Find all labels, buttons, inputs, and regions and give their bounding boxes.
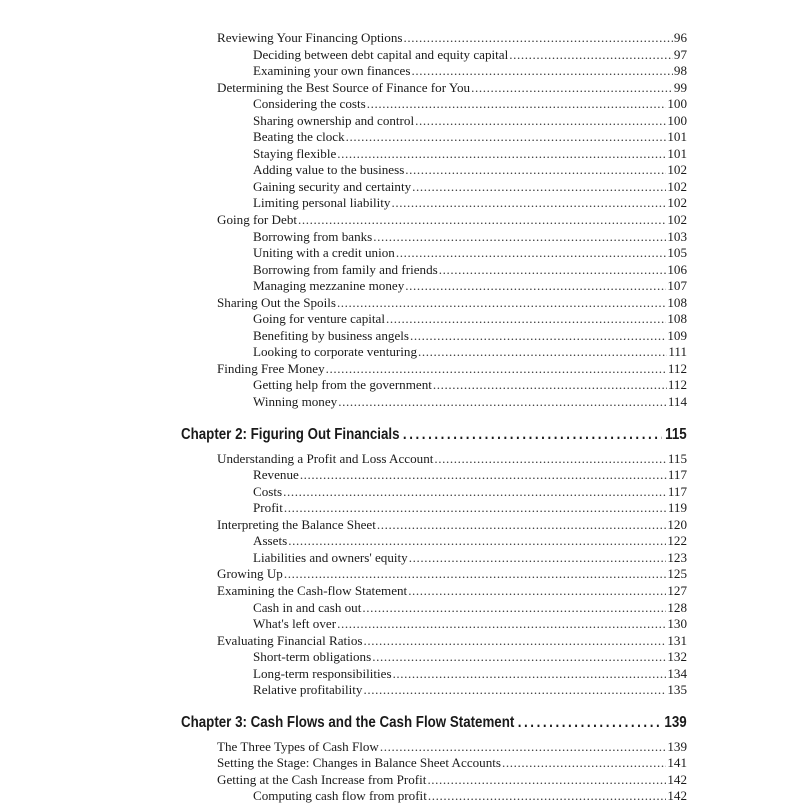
toc-subsection-entry: [181, 179, 687, 196]
toc-page-number: 115: [667, 450, 687, 466]
toc-section-entry: [181, 80, 687, 97]
toc-title: Examining your own finances: [253, 63, 411, 79]
dot-leader: [418, 344, 667, 361]
toc-title: Reviewing Your Financing Options: [217, 30, 403, 45]
toc-subsection-entry: [181, 484, 687, 501]
dot-leader: [396, 245, 667, 262]
toc-title: Examining the Cash-flow Statement: [217, 582, 408, 598]
dot-leader: [337, 616, 666, 633]
toc-subsection-entry: [181, 682, 687, 699]
dot-leader: [346, 129, 667, 146]
chapter-heading: [181, 713, 687, 733]
toc-page-number: 102: [667, 178, 687, 194]
dot-leader: [362, 600, 666, 617]
dot-leader: [300, 467, 667, 484]
toc-subsection-entry: [181, 262, 687, 279]
dot-leader: [403, 425, 662, 445]
toc-title: Computing cash flow from profit: [253, 788, 427, 804]
dot-leader: [518, 713, 661, 733]
toc-page-number: 130: [667, 616, 687, 632]
dot-leader: [415, 113, 666, 130]
dot-leader: [408, 583, 666, 600]
toc-title: Looking to corporate venturing: [253, 344, 417, 360]
toc-page-number: 139: [664, 713, 687, 731]
dot-leader: [377, 517, 666, 534]
dot-leader: [502, 755, 666, 772]
toc-title: Evaluating Financial Ratios: [217, 632, 363, 648]
toc-section-entry: [181, 451, 687, 468]
dot-leader: [434, 451, 666, 468]
dot-leader: [428, 788, 667, 805]
dot-leader: [386, 311, 666, 328]
toc-section-entry: [181, 772, 687, 789]
dot-leader: [367, 96, 667, 113]
toc-title: Finding Free Money: [217, 360, 325, 376]
toc-page-number: 96: [673, 30, 687, 45]
toc-title: Cash in and cash out: [253, 599, 362, 615]
toc-page-number: 97: [673, 46, 687, 62]
toc-subsection-entry: [181, 649, 687, 666]
dot-leader: [404, 30, 673, 47]
dot-leader: [298, 212, 666, 229]
toc-title: Sharing Out the Spoils: [217, 294, 336, 310]
toc-page-number: 142: [667, 788, 687, 804]
toc-page-number: 115: [665, 425, 687, 443]
toc-title: Going for Debt: [217, 212, 298, 228]
toc-subsection-entry: [181, 146, 687, 163]
toc-page-number: 108: [667, 311, 687, 327]
toc-page-number: 100: [667, 112, 687, 128]
toc-title: Chapter 2: Figuring Out Financials: [181, 425, 400, 443]
toc-title: Considering the costs: [253, 96, 366, 112]
toc-subsection-entry: [181, 245, 687, 262]
toc-subsection-entry: [181, 113, 687, 130]
table-of-contents: [181, 30, 687, 805]
dot-leader: [393, 666, 667, 683]
dot-leader: [409, 550, 667, 567]
toc-title: Chapter 3: Cash Flows and the Cash Flow Statement: [181, 713, 515, 731]
toc-page-number: 141: [667, 755, 687, 771]
dot-leader: [337, 295, 666, 312]
toc-title: Limiting personal liability: [253, 195, 391, 211]
toc-page-number: 107: [667, 278, 687, 294]
toc-subsection-entry: [181, 195, 687, 212]
toc-page-number: 109: [667, 327, 687, 343]
toc-section-entry: [181, 295, 687, 312]
toc-page-number: 112: [667, 377, 687, 393]
toc-title: Beating the clock: [253, 129, 345, 145]
toc-title: Staying flexible: [253, 145, 337, 161]
toc-title: Gaining security and certainty: [253, 178, 412, 194]
toc-subsection-entry: [181, 229, 687, 246]
toc-page-number: 128: [667, 599, 687, 615]
toc-page-number: 122: [667, 533, 687, 549]
toc-title: The Three Types of Cash Flow: [217, 738, 379, 754]
chapter-heading: [181, 425, 687, 445]
toc-page-number: 111: [668, 344, 687, 360]
dot-leader: [288, 533, 666, 550]
toc-page-number: 114: [667, 394, 687, 410]
toc-title: Interpreting the Balance Sheet: [217, 516, 376, 532]
toc-page-number: 120: [667, 516, 687, 532]
toc-page-number: 142: [667, 771, 687, 787]
dot-leader: [412, 179, 666, 196]
toc-section-entry: [181, 361, 687, 378]
toc-section-entry: [181, 755, 687, 772]
toc-page-number: 123: [667, 549, 687, 565]
toc-page-number: 117: [667, 483, 687, 499]
dot-leader: [405, 278, 666, 295]
toc-section-entry: [181, 583, 687, 600]
toc-page-number: 119: [667, 500, 687, 516]
toc-section-entry: [181, 633, 687, 650]
toc-subsection-entry: [181, 162, 687, 179]
toc-page-number: 102: [667, 195, 687, 211]
toc-subsection-entry: [181, 500, 687, 517]
toc-title: Long-term responsibilities: [253, 665, 392, 681]
dot-leader: [405, 162, 666, 179]
toc-section-entry: [181, 30, 687, 47]
dot-leader: [326, 361, 667, 378]
dot-leader: [433, 377, 667, 394]
toc-title: Uniting with a credit union: [253, 245, 395, 261]
dot-leader: [337, 146, 666, 163]
toc-page-number: 100: [667, 96, 687, 112]
dot-leader: [338, 394, 667, 411]
toc-subsection-entry: [181, 616, 687, 633]
toc-subsection-entry: [181, 533, 687, 550]
toc-subsection-entry: [181, 467, 687, 484]
dot-leader: [471, 80, 673, 97]
toc-title: Winning money: [253, 394, 338, 410]
toc-page-number: 131: [667, 632, 687, 648]
toc-title: Short-term obligations: [253, 649, 372, 665]
toc-title: Sharing ownership and control: [253, 112, 415, 128]
toc-page-number: 132: [667, 649, 687, 665]
toc-title: Deciding between debt capital and equity capital: [253, 46, 509, 62]
toc-page-number: 98: [673, 63, 687, 79]
toc-subsection-entry: [181, 394, 687, 411]
toc-title: Growing Up: [217, 566, 283, 582]
toc-title: Liabilities and owners' equity: [253, 549, 408, 565]
toc-subsection-entry: [181, 328, 687, 345]
dot-leader: [363, 682, 666, 699]
dot-leader: [410, 328, 666, 345]
toc-title: Borrowing from banks: [253, 228, 373, 244]
dot-leader: [363, 633, 666, 650]
toc-title: Relative profitability: [253, 682, 363, 698]
toc-section-entry: [181, 566, 687, 583]
toc-subsection-entry: [181, 129, 687, 146]
dot-leader: [283, 484, 667, 501]
toc-title: Setting the Stage: Changes in Balance Sheet Accounts: [217, 755, 502, 771]
toc-subsection-entry: [181, 550, 687, 567]
toc-page-number: 125: [667, 566, 687, 582]
toc-subsection-entry: [181, 600, 687, 617]
dot-leader: [372, 649, 666, 666]
toc-section-entry: [181, 517, 687, 534]
toc-subsection-entry: [181, 788, 687, 805]
toc-page-number: 106: [667, 261, 687, 277]
dot-leader: [411, 63, 672, 80]
toc-section-entry: [181, 212, 687, 229]
dot-leader: [391, 195, 666, 212]
dot-leader: [284, 566, 667, 583]
dot-leader: [284, 500, 667, 517]
dot-leader: [509, 47, 673, 64]
toc-subsection-entry: [181, 666, 687, 683]
toc-page-number: 135: [667, 682, 687, 698]
dot-leader: [380, 739, 666, 756]
toc-page-number: 108: [667, 294, 687, 310]
toc-subsection-entry: [181, 47, 687, 64]
toc-page-number: 99: [673, 79, 687, 95]
toc-page-number: 127: [667, 582, 687, 598]
toc-title: Adding value to the business: [253, 162, 405, 178]
toc-page-number: 102: [667, 162, 687, 178]
toc-title: Costs: [253, 483, 283, 499]
toc-title: What's left over: [253, 616, 337, 632]
toc-title: Borrowing from family and friends: [253, 261, 438, 277]
toc-page-number: 112: [667, 360, 687, 376]
toc-page-number: 134: [667, 665, 687, 681]
dot-leader: [439, 262, 667, 279]
toc-subsection-entry: [181, 63, 687, 80]
toc-title: Benefiting by business angels: [253, 327, 410, 343]
toc-subsection-entry: [181, 311, 687, 328]
toc-title: Assets: [253, 533, 288, 549]
toc-title: Revenue: [253, 467, 299, 483]
dot-leader: [373, 229, 666, 246]
toc-page-number: 101: [667, 129, 687, 145]
toc-subsection-entry: [181, 344, 687, 361]
toc-subsection-entry: [181, 96, 687, 113]
toc-page-number: 105: [667, 245, 687, 261]
toc-title: Going for venture capital: [253, 311, 385, 327]
toc-title: Determining the Best Source of Finance for You: [217, 79, 471, 95]
toc-page-number: 102: [667, 212, 687, 228]
dot-leader: [427, 772, 666, 789]
toc-page-number: 139: [667, 738, 687, 754]
toc-title: Managing mezzanine money: [253, 278, 405, 294]
toc-section-entry: [181, 739, 687, 756]
toc-page-number: 103: [667, 228, 687, 244]
toc-title: Profit: [253, 500, 283, 516]
toc-subsection-entry: [181, 377, 687, 394]
toc-page-number: 101: [667, 145, 687, 161]
toc-title: Getting help from the government: [253, 377, 432, 393]
toc-subsection-entry: [181, 278, 687, 295]
toc-title: Understanding a Profit and Loss Account: [217, 450, 434, 466]
toc-page-number: 117: [667, 467, 687, 483]
toc-title: Getting at the Cash Increase from Profit: [217, 771, 427, 787]
